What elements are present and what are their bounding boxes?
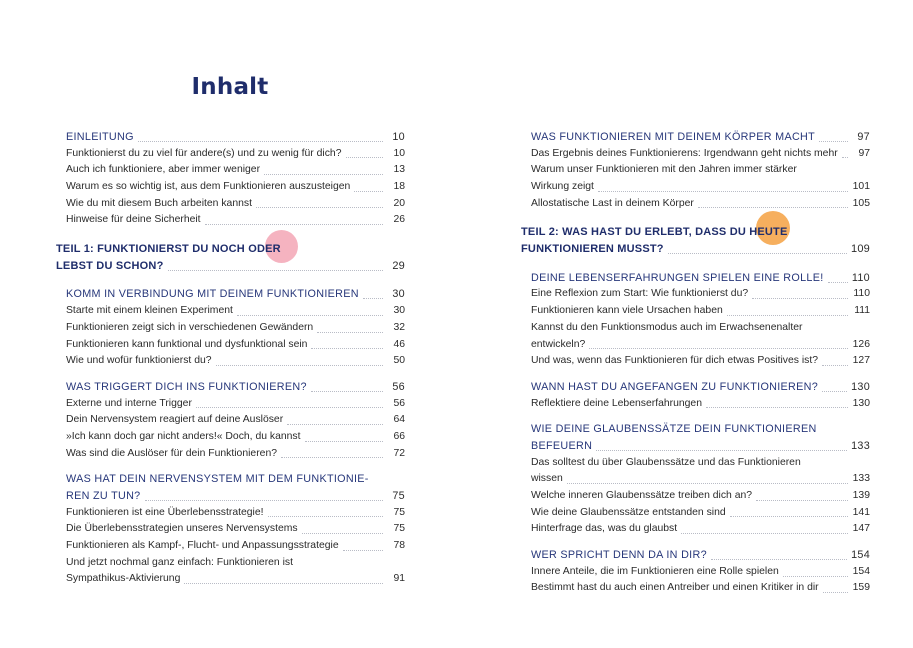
toc-entry[interactable]: Das Ergebnis deines Funktionierens: Irgendwann geht nichts mehr 97: [531, 147, 870, 159]
toc-entry[interactable]: Eine Reflexion zum Start: Wie funktionierst du? 110: [531, 288, 870, 300]
toc-entry[interactable]: Allostatische Last in deinem Körper 105: [531, 197, 870, 209]
toc-entry[interactable]: Externe und interne Trigger 56: [66, 397, 405, 409]
toc-entry[interactable]: Funktionieren kann funktional und dysfunktional sein 46: [66, 338, 405, 350]
toc-entry[interactable]: Wie du mit diesem Buch arbeiten kannst 20: [66, 197, 405, 209]
toc-section-einleitung[interactable]: EINLEITUNG 10: [66, 130, 405, 143]
toc-section[interactable]: WANN HAST DU ANGEFANGEN ZU FUNKTIONIEREN? 130: [531, 380, 870, 393]
toc-section[interactable]: WAS TRIGGERT DICH INS FUNKTIONIEREN? 56: [66, 380, 405, 393]
toc-entry[interactable]: Hinterfrage das, was du glaubst 147: [531, 523, 870, 535]
toc-entry[interactable]: »Ich kann doch gar nicht anders!« Doch, du kannst 66: [66, 430, 405, 442]
toc-part-2[interactable]: TEIL 2: WAS HAST DU ERLEBT, DASS DU HEUTE FUNKTIONIEREN MUSST? 109: [521, 226, 870, 256]
page-title: Inhalt: [191, 74, 269, 100]
toc-entry[interactable]: Reflektiere deine Lebenserfahrungen 130: [531, 397, 870, 409]
toc-entry[interactable]: Warum unser Funktionieren mit den Jahren immer stärker Wirkung zeigt 101: [531, 164, 870, 193]
toc-section[interactable]: WAS HAT DEIN NERVENSYSTEM MIT DEM FUNKTIONIE- REN ZU TUN? 75: [66, 473, 405, 503]
toc-entry[interactable]: Auch ich funktioniere, aber immer weniger 13: [66, 164, 405, 176]
toc-left-column: [56, 129, 405, 588]
toc-entry[interactable]: Wie und wofür funktionierst du? 50: [66, 355, 405, 367]
toc-entry[interactable]: Was sind die Auslöser für dein Funktionieren? 72: [66, 447, 405, 459]
toc-entry[interactable]: Bestimmt hast du auch einen Antreiber und einen Kritiker in dir 159: [531, 582, 870, 594]
toc-entry[interactable]: Funktionieren kann viele Ursachen haben 111: [531, 305, 870, 317]
toc-entry[interactable]: Und was, wenn das Funktionieren für dich etwas Positives ist? 127: [531, 355, 870, 367]
toc-entry[interactable]: Hinweise für deine Sicherheit 26: [66, 214, 405, 226]
toc-section[interactable]: WIE DEINE GLAUBENSSÄTZE DEIN FUNKTIONIEREN BEFEUERN 133: [531, 423, 870, 452]
toc-entry[interactable]: Kannst du den Funktionsmodus auch im Erwachsenenalter entwickeln? 126: [531, 321, 870, 350]
toc-entry[interactable]: Dein Nervensystem reagiert auf deine Auslöser 64: [66, 414, 405, 426]
toc-entry[interactable]: Und jetzt nochmal ganz einfach: Funktionieren ist Sympathikus-Aktivierung 91: [66, 556, 405, 585]
toc-entry[interactable]: Welche inneren Glaubenssätze treiben dich an? 139: [531, 490, 870, 502]
dot-leader: [138, 141, 383, 142]
toc-entry[interactable]: Starte mit einem kleinen Experiment 30: [66, 305, 405, 317]
toc-entry[interactable]: Innere Anteile, die im Funktionieren eine Rolle spielen 154: [531, 565, 870, 577]
toc-entry[interactable]: Funktionieren zeigt sich in verschiedenen Gewändern 32: [66, 321, 405, 333]
toc-part-1[interactable]: TEIL 1: FUNKTIONIERST DU NOCH ODER LEBST DU SCHON? 29: [56, 243, 405, 272]
toc-entry[interactable]: Funktionieren als Kampf-, Flucht- und Anpassungsstrategie 78: [66, 540, 405, 552]
toc-section[interactable]: DEINE LEBENSERFAHRUNGEN SPIELEN EINE ROLLE! 110: [531, 271, 870, 284]
toc-section[interactable]: WAS FUNKTIONIEREN MIT DEINEM KÖRPER MACHT 97: [531, 130, 870, 143]
toc-entry[interactable]: Die Überlebensstrategien unseres Nervensystems 75: [66, 523, 405, 535]
toc-right-column: [521, 129, 870, 597]
toc-section[interactable]: KOMM IN VERBINDUNG MIT DEINEM FUNKTIONIEREN 30: [66, 288, 405, 301]
toc-section[interactable]: WER SPRICHT DENN DA IN DIR? 154: [531, 549, 870, 562]
toc-entry[interactable]: Funktionieren ist eine Überlebensstrategie! 75: [66, 506, 405, 518]
toc-entry[interactable]: Das solltest du über Glaubenssätze und das Funktionieren wissen 133: [531, 456, 870, 485]
toc-entry[interactable]: Warum es so wichtig ist, aus dem Funktionieren auszusteigen 18: [66, 181, 405, 193]
toc-entry[interactable]: Funktionierst du zu viel für andere(s) und zu wenig für dich? 10: [66, 147, 405, 159]
toc-entry[interactable]: Wie deine Glaubenssätze entstanden sind 141: [531, 506, 870, 518]
